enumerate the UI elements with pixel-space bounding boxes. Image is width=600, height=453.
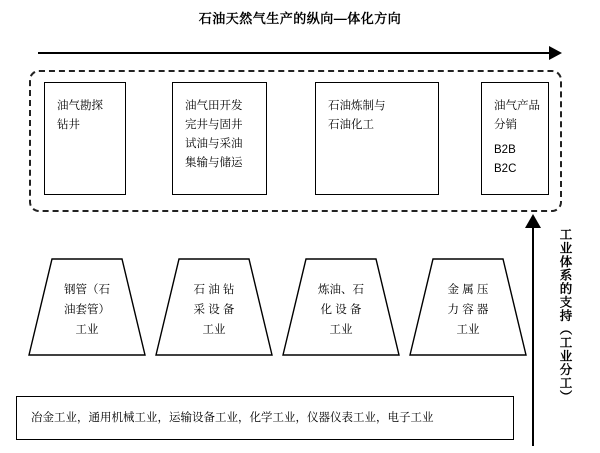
stage-line: 试油与采油 (185, 138, 243, 150)
support-trapezoid-pressure-vessel[interactable] (409, 258, 527, 356)
horizontal-flow-arrow-head (549, 46, 562, 60)
vertical-support-arrow-head (525, 214, 541, 228)
stage-box-exploration[interactable] (44, 82, 126, 195)
support-trapezoid-label (409, 280, 527, 340)
support-line: 石 油 钻 (193, 284, 235, 296)
stage-line: 分销 (494, 119, 517, 131)
support-trapezoid-drilling-equipment[interactable] (155, 258, 273, 356)
stage-box-field-development[interactable] (172, 82, 267, 195)
stage-line: 油气田开发 (185, 100, 243, 112)
support-trapezoid-label (155, 280, 273, 340)
support-trapezoid-refining-equipment[interactable] (282, 258, 400, 356)
stage-line: 石油炼制与 (328, 100, 386, 112)
horizontal-flow-arrow-line (38, 52, 550, 54)
support-trapezoid-label (282, 280, 400, 340)
base-industries-bar[interactable]: 冶金工业，通用机械工业，运输设备工业，化学工业，仪器仪表工业，电子工业 (16, 396, 514, 440)
vertical-support-arrow-line (532, 228, 534, 446)
support-line: 油套管） (64, 304, 110, 316)
support-line: 工业 (75, 324, 99, 336)
support-line: 化 设 备 (320, 304, 362, 316)
stage-line: 油气勘探 (57, 100, 103, 112)
support-line: 采 设 备 (193, 304, 235, 316)
stage-line: B2B (494, 144, 516, 156)
support-line: 工业 (456, 324, 480, 336)
diagram-title: 石油天然气生产的纵向—体化方向 (198, 11, 402, 26)
support-line: 力 容 器 (447, 304, 489, 316)
support-line: 金 属 压 (447, 284, 489, 296)
support-trapezoid-steel-pipe[interactable] (28, 258, 146, 356)
stage-box-refining[interactable] (315, 82, 439, 195)
stage-line: 石油化工 (328, 119, 374, 131)
horizontal-flow-arrow (38, 46, 562, 60)
support-line: 工业 (202, 324, 226, 336)
vertical-support-arrow-label: 工业体系的支持（工业分工） (558, 228, 572, 404)
stage-line: 钻井 (57, 119, 80, 131)
support-line: 钢管（石 (64, 284, 110, 296)
vertical-support-arrow (525, 214, 541, 446)
stage-line: B2C (494, 163, 517, 175)
support-line: 炼油、石 (318, 284, 364, 296)
stage-line: 油气产品 (494, 100, 540, 112)
support-trapezoid-label (28, 280, 146, 340)
support-line: 工业 (329, 324, 353, 336)
stage-box-distribution[interactable] (481, 82, 549, 195)
stage-line: 集输与储运 (185, 157, 243, 169)
stage-line: 完井与固井 (185, 119, 243, 131)
